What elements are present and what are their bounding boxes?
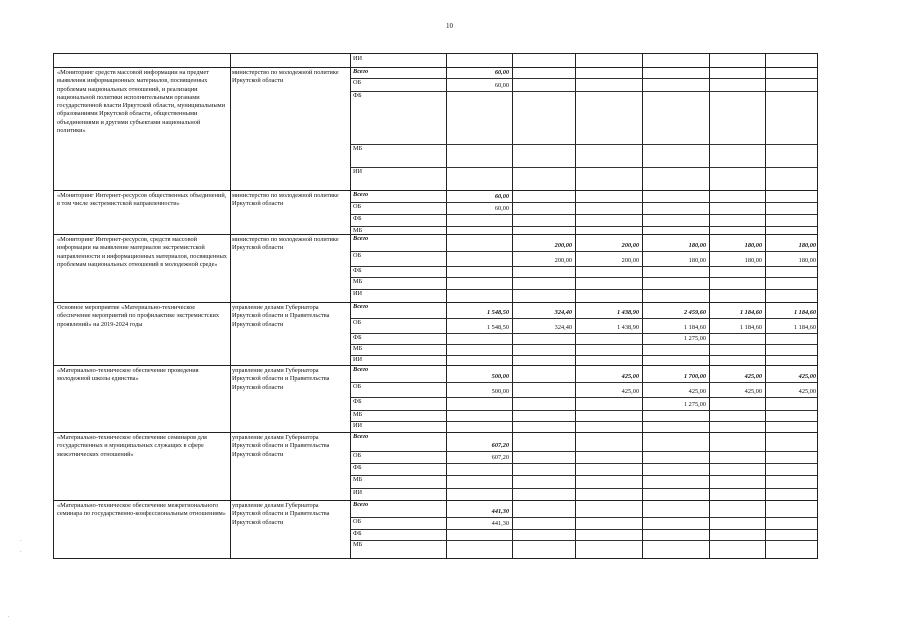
column-divider xyxy=(512,54,513,558)
page-number: 10 xyxy=(446,22,453,30)
funding-source-label: МБ xyxy=(353,541,363,548)
funding-source-label: ФБ xyxy=(353,530,362,537)
activity-description: «Мониторинг Интернет-ресурсов общественных объединений, в том числе экстремистской направленности» xyxy=(57,192,227,208)
scan-mark: . xyxy=(8,613,10,619)
row-divider xyxy=(350,289,817,290)
amount-cell: 1 275,00 xyxy=(683,335,706,342)
amount-cell: 200,00 xyxy=(554,242,572,249)
column-divider xyxy=(575,54,576,558)
funding-source-label: МБ xyxy=(353,145,363,152)
funding-source-label: ИИ xyxy=(353,489,363,496)
funding-source-label: Всего xyxy=(353,191,369,198)
funding-source-label: Всего xyxy=(353,433,369,440)
row-divider xyxy=(350,488,817,489)
amount-cell: 200,00 xyxy=(621,257,639,264)
funding-source-label: Всего xyxy=(353,235,369,242)
amount-cell: 425,00 xyxy=(621,388,639,395)
row-divider xyxy=(350,463,817,464)
amount-cell: 60,00 xyxy=(494,69,509,76)
row-divider xyxy=(350,397,817,398)
row-divider xyxy=(350,266,817,267)
amount-cell: 1 184,60 xyxy=(739,309,762,316)
responsible-executor: министерство по молодежной политике Иркутской области xyxy=(232,236,339,252)
funding-source-label: ОБ xyxy=(353,383,362,390)
funding-source-label: ФБ xyxy=(353,464,362,471)
column-divider xyxy=(765,54,766,558)
amount-cell: 180,00 xyxy=(798,257,816,264)
funding-source-label: Всего xyxy=(353,366,369,373)
amount-cell: 180,00 xyxy=(798,242,816,249)
column-divider xyxy=(446,54,447,558)
block-divider xyxy=(54,234,817,235)
funding-source-label: Всего xyxy=(353,501,369,508)
amount-cell: 1 548,50 xyxy=(486,309,509,316)
row-divider xyxy=(350,277,817,278)
activity-description: «Материально-техническое обеспечение семинаров для государственных и муниципальных служащих в сфере межэтнических отношений» xyxy=(57,434,207,458)
funding-source-label: ФБ xyxy=(353,334,362,341)
block-divider xyxy=(54,67,817,68)
amount-cell: 2 459,60 xyxy=(683,309,706,316)
amount-cell: 425,00 xyxy=(798,373,816,380)
amount-cell: 324,40 xyxy=(554,324,572,331)
funding-source-label: ОБ xyxy=(353,319,362,326)
funding-source-label: Всего xyxy=(353,303,369,310)
row-divider xyxy=(350,475,817,476)
row-divider xyxy=(350,517,817,518)
amount-cell: 425,00 xyxy=(798,388,816,395)
funding-source-label: ОБ xyxy=(353,79,362,86)
column-divider xyxy=(230,54,231,558)
row-divider xyxy=(350,226,817,227)
activity-description: «Материально-техническое обеспечение проведения молодежной школы единства» xyxy=(57,367,199,383)
column-divider xyxy=(350,54,351,558)
funding-source-label: МБ xyxy=(353,278,363,285)
amount-cell: 180,00 xyxy=(688,242,706,249)
column-divider xyxy=(642,54,643,558)
row-divider xyxy=(350,333,817,334)
row-divider xyxy=(350,78,817,79)
block-divider xyxy=(54,365,817,366)
amount-cell: 180,00 xyxy=(688,257,706,264)
scan-mark: . xyxy=(20,548,22,554)
funding-source-label: МБ xyxy=(353,227,363,234)
amount-cell: 1 438,90 xyxy=(616,309,639,316)
funding-source-label: ОБ xyxy=(353,518,362,525)
row-divider xyxy=(350,318,817,319)
responsible-executor: управление делами Губернатора Иркутской области и Правительства Иркутской области xyxy=(232,434,330,458)
funding-source-label: ОБ xyxy=(353,252,362,259)
funding-source-label: ИИ xyxy=(353,168,363,175)
amount-cell: 500,00 xyxy=(491,388,509,395)
amount-cell: 200,00 xyxy=(621,242,639,249)
funding-source-label: ИИ xyxy=(353,55,363,62)
amount-cell: 1 275,00 xyxy=(683,401,706,408)
amount-cell: 500,00 xyxy=(491,373,509,380)
funding-source-label: ФБ xyxy=(353,398,362,405)
amount-cell: 1 184,60 xyxy=(683,324,706,331)
amount-cell: 607,20 xyxy=(491,454,509,461)
amount-cell: 200,00 xyxy=(554,257,572,264)
responsible-executor: управление делами Губернатора Иркутской области и Правительства Иркутской области xyxy=(232,304,330,328)
responsible-executor: министерство по молодежной политике Иркутской области xyxy=(232,192,339,208)
funding-source-label: ФБ xyxy=(353,215,362,222)
amount-cell: 60,00 xyxy=(494,193,509,200)
block-divider xyxy=(54,500,817,501)
amount-cell: 441,30 xyxy=(491,508,509,515)
responsible-executor: министерство по молодежной политике Иркутской области xyxy=(232,69,339,85)
amount-cell: 1 184,60 xyxy=(739,324,762,331)
amount-cell: 1 700,00 xyxy=(683,373,706,380)
block-divider xyxy=(54,302,817,303)
row-divider xyxy=(350,529,817,530)
row-divider xyxy=(350,344,817,345)
funding-source-label: МБ xyxy=(353,345,363,352)
row-divider xyxy=(350,382,817,383)
amount-cell: 607,20 xyxy=(491,442,509,449)
row-divider xyxy=(350,251,817,252)
funding-source-label: Всего xyxy=(353,68,369,75)
funding-source-label: ИИ xyxy=(353,356,363,363)
amount-cell: 425,00 xyxy=(744,388,762,395)
responsible-executor: управление делами Губернатора Иркутской области и Правительства Иркутской области xyxy=(232,502,330,526)
funding-source-label: МБ xyxy=(353,476,363,483)
activity-description: Основное мероприятие «Материально-техническое обеспечение мероприятий по профилактике экстремистских проявлений» на 2019-2024 годы xyxy=(57,304,220,328)
activity-description: «Мониторинг средств массовой информации на предмет выявления информационных материалов, посвященных проблемам национальных отношений, и реализации национальной политики исполнительными органами государственной власти Иркутской области, муниципальными образованиями Иркутской области, общественными объединениями и другими субъектами национальной политики» xyxy=(57,69,226,135)
block-divider xyxy=(54,432,817,433)
funding-source-label: ИИ xyxy=(353,422,363,429)
amount-cell: 425,00 xyxy=(688,388,706,395)
row-divider xyxy=(350,410,817,411)
amount-cell: 1 184,60 xyxy=(793,309,816,316)
row-divider xyxy=(350,214,817,215)
row-divider xyxy=(350,91,817,92)
amount-cell: 1 184,60 xyxy=(793,324,816,331)
amount-cell: 180,00 xyxy=(744,257,762,264)
amount-cell: 425,00 xyxy=(744,373,762,380)
row-divider xyxy=(350,421,817,422)
amount-cell: 1 438,90 xyxy=(616,324,639,331)
amount-cell: 180,00 xyxy=(744,242,762,249)
funding-source-label: ОБ xyxy=(353,203,362,210)
amount-cell: 60,00 xyxy=(494,82,509,89)
amount-cell: 60,00 xyxy=(494,205,509,212)
activity-description: «Материально-техническое обеспечение межрегионального семинара по государственно-конфессиональным отношениям» xyxy=(57,502,226,518)
funding-source-label: ИИ xyxy=(353,290,363,297)
scan-mark: . xyxy=(20,537,22,543)
funding-source-label: ФБ xyxy=(353,92,362,99)
activity-description: «Мониторинг Интернет-ресурсов, средств массовой информации на выявление материалов экстремистской направленности и информационных материалов, посвященных проблемам национальных отношений в молодежной среде» xyxy=(57,236,227,268)
funding-source-label: ОБ xyxy=(353,452,362,459)
row-divider xyxy=(350,144,817,145)
funding-source-label: ФБ xyxy=(353,267,362,274)
row-divider xyxy=(350,202,817,203)
responsible-executor: управление делами Губернатора Иркутской области и Правительства Иркутской области xyxy=(232,367,330,391)
row-divider xyxy=(350,540,817,541)
amount-cell: 441,30 xyxy=(491,520,509,527)
amount-cell: 425,00 xyxy=(621,373,639,380)
amount-cell: 324,40 xyxy=(554,309,572,316)
row-divider xyxy=(350,167,817,168)
funding-source-label: МБ xyxy=(353,411,363,418)
amount-cell: 1 548,50 xyxy=(486,324,509,331)
budget-table xyxy=(53,53,818,559)
row-divider xyxy=(350,355,817,356)
block-divider xyxy=(54,190,817,191)
column-divider xyxy=(709,54,710,558)
row-divider xyxy=(350,451,817,452)
